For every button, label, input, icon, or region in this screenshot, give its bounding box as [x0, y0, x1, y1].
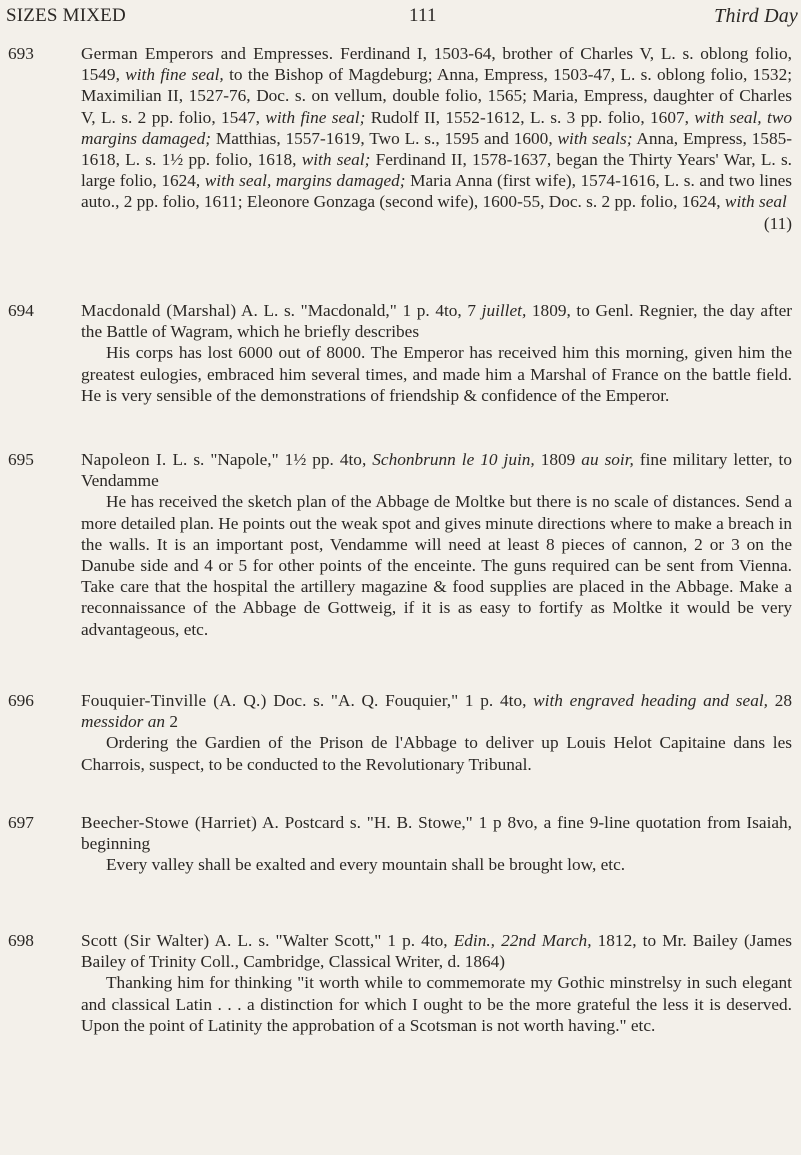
lot-number: 695: [8, 450, 34, 469]
lot-summary: Ordering the Gardien of the Prison de l'Abbage to deliver up Louis Helot Capitaine dans les Charrois, suspect, to be conducted to the Revolutionary Tribunal.: [81, 733, 792, 774]
lot-text: Maria Anna (first wife), 1574-1616, L. s. and two lines auto., 2 pp. folio, 1611; Eleonore Gonzaga (second wife), 1600-55, Doc. s. 2 pp. folio, 1624,: [81, 171, 792, 212]
lot-italic: Edin., 22nd March,: [453, 931, 592, 950]
lot-text: Rudolf II, 1552-1612, L. s. 3 pp. folio, 1607,: [365, 107, 695, 127]
page-number: 111: [409, 5, 437, 26]
lot-number: 697: [8, 813, 34, 832]
lot-text: 2: [165, 712, 178, 732]
lot-text: fine military letter, to Vendamme: [81, 450, 792, 491]
lot-number: 694: [8, 301, 34, 320]
header-section-title: SIZES MIXED: [6, 5, 126, 26]
lot-italic: with seal, margins damaged;: [204, 171, 406, 191]
lot-text: Matthias, 1557-1619, Two L. s., 1595 and 1600,: [210, 128, 558, 148]
lot-title: Fouquier-Tinville (A. Q.): [81, 691, 267, 710]
lot-summary: Every valley shall be exalted and every mountain shall be brought low, etc.: [106, 855, 626, 875]
lot-number: 696: [8, 691, 34, 710]
lot-text: A. L. s. "Walter Scott," 1 p. 4to,: [209, 931, 454, 950]
lot-description: [81, 812, 792, 876]
lot-italic: with seals;: [557, 128, 633, 148]
lot-text: 28: [767, 691, 792, 710]
lot-number: 693: [8, 44, 34, 63]
lot-description: [81, 690, 792, 775]
lot-text: Ferdinand II, 1578-1637, began the Thirty Years' War, L. s. large folio, 1624,: [81, 150, 793, 191]
lot-summary: Thanking him for thinking "it worth while to commemorate my Gothic minstrelsy in such elegant and classical Latin . . . a distinction for which I ought to be the more grateful the less it is deserved. Upon the point of Latinity the approbation of a Scotsman is not worth having." etc.: [81, 973, 792, 1035]
header-day: Third Day: [714, 5, 798, 27]
page-header: [6, 5, 798, 35]
lot-italic: with seal, two margins damaged;: [81, 107, 792, 148]
lot-697: [8, 812, 792, 876]
lot-696: [8, 690, 792, 775]
lot-text: A. Postcard s. "H. B. Stowe," 1 p 8vo, a fine 9-line quotation from Isaiah, beginning: [81, 813, 793, 854]
lot-summary: He has received the sketch plan of the Abbage de Moltke but there is no scale of distances. Send a more detailed plan. He points out the weak spot and gives minute directions where to make a breach in the walls. It is an important post, Vendamme will need at least 8 pieces of cannon, 2 or 3 on the Danube side and 4 or 5 for other points of the enceinte. The guns required can be sent from Vienna. Take care that the hospital the artillery magazine & food supplies are placed in the Abbage. Make a reconnaissance of the Abbage de Gottweig, if it is as easy to fortify as Moltke it would be very advantageous, etc.: [81, 492, 792, 639]
lot-text: 1812, to Mr. Bailey (James Bailey of Trinity Coll., Cambridge, Classical Writer, d. 1864): [81, 931, 793, 972]
lot-title: Napoleon I.: [81, 450, 167, 469]
lot-text: Ferdinand I, 1503-64, brother of Charles V, L. s. oblong folio, 1549,: [81, 44, 792, 85]
lot-text: A. L. s. "Macdonald," 1 p. 4to, 7: [236, 301, 482, 320]
lot-italic: juillet,: [481, 301, 527, 320]
lot-italic: with fine seal,: [125, 65, 224, 85]
lot-text: Doc. s. "A. Q. Fouquier," 1 p. 4to,: [266, 691, 534, 710]
lot-title: Macdonald (Marshal): [81, 301, 237, 320]
lot-695: [8, 449, 792, 640]
lot-italic: with fine seal;: [265, 107, 366, 127]
lot-description: [81, 300, 792, 406]
lot-italic: with seal;: [301, 150, 371, 170]
lot-text: L. s. "Napole," 1½ pp. 4to,: [166, 450, 373, 469]
lot-693: [8, 43, 792, 234]
lot-italic: au soir,: [581, 450, 634, 469]
lot-694: [8, 300, 792, 406]
item-count: (11): [763, 213, 792, 233]
lot-italic: with engraved heading and seal,: [533, 691, 768, 710]
lot-description: [81, 449, 792, 640]
lot-summary: His corps has lost 6000 out of 8000. The Emperor has received him this morning, given him the greatest eulogies, embraced him several times, and made him a Marshal of France on the battle field. He is very sensible of the demonstrations of friendship & confidence of the Emperor.: [81, 343, 792, 405]
lot-italic: Schonbrunn le 10 juin,: [372, 450, 535, 469]
lot-title: German Emperors and Empresses.: [81, 44, 334, 63]
lot-italic: messidor an: [81, 712, 166, 732]
lot-text: Anna, Empress, 1585-1618, L. s. 1½ pp. folio, 1618,: [81, 128, 792, 170]
lot-text: 1809, to Genl. Regnier, the day after the Battle of Wagram, which he briefly describes: [81, 301, 793, 342]
lot-description: [81, 930, 792, 1036]
lot-italic: with seal: [724, 192, 787, 212]
lot-title: Scott (Sir Walter): [81, 931, 210, 950]
lot-number: 698: [8, 931, 34, 950]
lot-title: Beecher-Stowe (Harriet): [81, 813, 258, 832]
lot-text: to the Bishop of Magdeburg; Anna, Empress, 1503-47, L. s. oblong folio, 1532; Maximilian II, 1527-76, Doc. s. on vellum, double folio, 1565; Maria, Empress, daughter of Charles V, L. s. 2 pp. folio, 1547,: [81, 65, 793, 127]
lot-698: [8, 930, 792, 1036]
lot-description: [81, 43, 793, 233]
lot-text: 1809: [534, 450, 582, 469]
